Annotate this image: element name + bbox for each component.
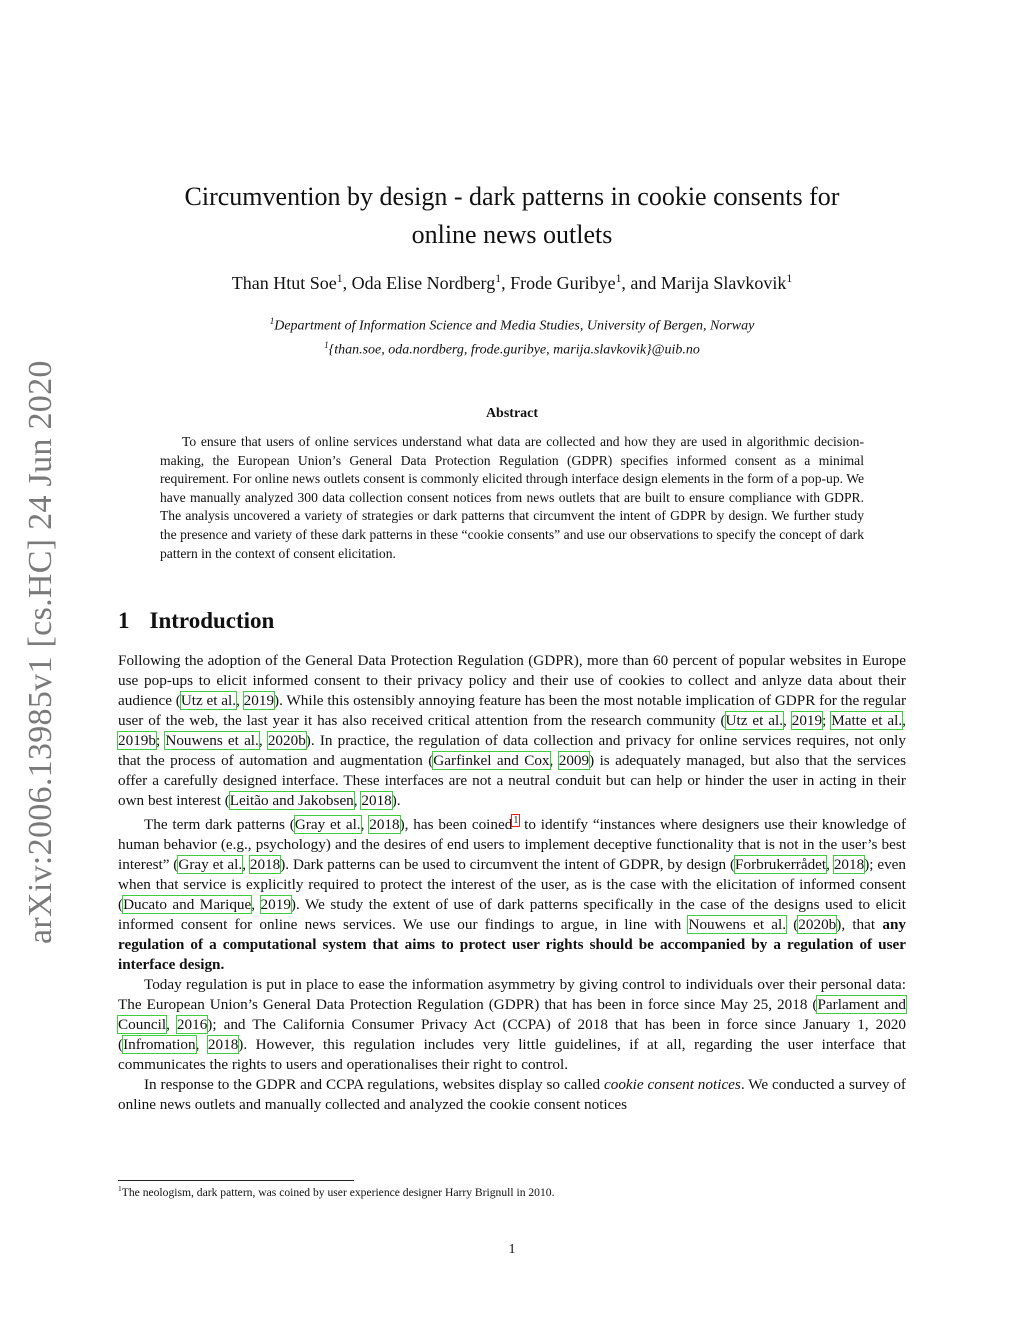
citation-link[interactable]: Gray et al. bbox=[294, 816, 361, 834]
author-affil-mark: 1 bbox=[495, 272, 502, 285]
text-run: In response to the GDPR and CCPA regulations, websites display so called bbox=[144, 1076, 604, 1094]
text-run: , bbox=[902, 712, 906, 729]
footnote-text: The neologism, dark pattern, was coined by user experience designer Harry Brignull in 2010. bbox=[121, 1185, 555, 1199]
author-affil-mark: 1 bbox=[336, 272, 343, 285]
citation-link[interactable]: Gray et al. bbox=[178, 856, 243, 874]
author-affil-mark: 1 bbox=[615, 272, 622, 285]
citation-link[interactable]: Nouwens et al. bbox=[165, 732, 259, 749]
text-run: ). We study the extent of use of dark patterns specifically in the case of the designs used to elicit informed consent for online news services. We use our findings to argue, in line with bbox=[118, 896, 906, 934]
text-run: ), has been coined bbox=[399, 816, 513, 834]
text-run: to identify “instances where designers use their knowledge of human behavior (e.g., psychology) and the desires of end users to implement deceptive functionality that is not in the user’s best interest” ( bbox=[118, 816, 906, 874]
text-run: ). Dark patterns can be used to circumvent the intent of GDPR, by design ( bbox=[280, 856, 736, 874]
text-run: , bbox=[549, 752, 559, 769]
citation-link[interactable]: 2019 bbox=[260, 896, 291, 914]
author-name: Than Htut Soe bbox=[231, 273, 337, 293]
author-separator: , and bbox=[621, 273, 661, 293]
author-name: Marija Slavkovik bbox=[660, 273, 787, 293]
abstract-heading: Abstract bbox=[485, 406, 539, 421]
citation-link[interactable]: Leitão and Jakobsen bbox=[229, 792, 354, 809]
text-run: , bbox=[242, 856, 250, 874]
text-run: ); even when that service is explicitly required to protect the interest of the user, as is the case with the elicitation of informed consent ( bbox=[118, 856, 907, 914]
text-run: , bbox=[353, 792, 362, 809]
affiliation-text: Department of Information Science and Media Studies, University of Bergen, Norway bbox=[274, 318, 755, 334]
citation-link[interactable]: Matte et al. bbox=[831, 712, 903, 729]
author-separator: , bbox=[501, 273, 511, 293]
email-affil-mark: 1 bbox=[324, 339, 329, 350]
citation-link[interactable]: 2009 bbox=[558, 752, 590, 769]
citation-link[interactable]: Infromation bbox=[123, 1036, 196, 1054]
text-run: ; bbox=[155, 732, 166, 749]
text-run: Today regulation is put in place to ease the information asymmetry by giving control to individuals over their personal data: The European Union’s General Data Protection Regulation (GDPR) that has been in force since May 25, 2018 ( bbox=[118, 976, 906, 1014]
text-run: , bbox=[258, 732, 268, 749]
text-run: ). However, this regulation includes very little guidelines, if at all, regarding the user interface that communicates the rights to users and operationalises their right to control. bbox=[118, 1036, 907, 1074]
text-run: , bbox=[166, 1016, 177, 1034]
paper-title bbox=[118, 178, 906, 254]
title-line-2: online news outlets bbox=[411, 220, 613, 249]
text-run: ) is adequately managed, but also that the services offer a carefully designed interface. These interfaces are not a neutral conduit but can help or hinder the user in acting in their own best interest ( bbox=[118, 752, 906, 809]
text-run: , bbox=[826, 856, 834, 874]
text-run: . We conducted a survey of online news outlets and manually collected and analyzed the cookie consent notices bbox=[118, 1076, 906, 1114]
text-run: , bbox=[251, 896, 261, 914]
text-run: ). bbox=[391, 792, 401, 809]
page-number: 1 bbox=[508, 1242, 516, 1257]
citation-link[interactable]: Utz et al. bbox=[725, 712, 784, 729]
text-run: ). In practice, the regulation of data collection and privacy for online services requires, not only that the process of automation and augmentation ( bbox=[118, 732, 906, 769]
citation-link[interactable]: 2019b bbox=[118, 732, 156, 749]
section-number: 1 bbox=[118, 608, 130, 633]
footnote bbox=[118, 1184, 906, 1199]
text-run: , bbox=[783, 712, 792, 729]
text-run: ), that bbox=[836, 916, 883, 934]
paragraph bbox=[118, 811, 906, 975]
citation-link[interactable]: Parlament and Council bbox=[118, 996, 906, 1034]
author-name: Oda Elise Nordberg bbox=[351, 273, 496, 293]
text-run: , bbox=[195, 1036, 208, 1054]
citation-link[interactable]: 2018 bbox=[207, 1036, 239, 1054]
citation-link[interactable]: 2018 bbox=[369, 816, 400, 834]
text-run: , bbox=[360, 816, 370, 834]
text-run: Following the adoption of the General Data Protection Regulation (GDPR), more than 60 percent of popular websites in Europe use pop-ups to elicit informed consent to their privacy policy and their use of cookies to collect and anlyze data about their audience ( bbox=[118, 652, 906, 709]
title-line-1: Circumvention by design - dark patterns in cookie consents for bbox=[184, 182, 840, 211]
body-text bbox=[118, 651, 906, 1115]
citation-link[interactable]: Nouwens et al. bbox=[688, 916, 787, 934]
citation-link[interactable]: 2016 bbox=[176, 1016, 208, 1034]
citation-link[interactable]: 2018 bbox=[361, 792, 392, 809]
text-run: ; bbox=[822, 712, 832, 729]
affiliation-line bbox=[118, 312, 906, 336]
author-separator: , bbox=[342, 273, 352, 293]
affiliation-block bbox=[118, 312, 906, 359]
section-heading bbox=[118, 608, 274, 634]
text-run: ( bbox=[786, 916, 799, 934]
section-title: Introduction bbox=[149, 608, 275, 633]
email-line bbox=[118, 336, 906, 360]
citation-link[interactable]: 2018 bbox=[249, 856, 281, 874]
abstract-text: To ensure that users of online services understand what data are collected and how they are used in algorithmic decision-making, the European Union’s General Data Protection Regulation (GDPR) specifies informed consent as a minimal requirement. For online news outlets consent is commonly elicited through interface design elements in the form of a pop-up. We have manually analyzed 300 data collection consent notices from news outlets that are built to ensure compliance with GDPR. The analysis uncovered a variety of strategies or dark patterns that circumvent the intent of GDPR by design. We further study the presence and variety of these dark patterns in these “cookie consents” and use our observations to specify the concept of dark pattern in the context of consent elicitation. bbox=[160, 434, 864, 561]
paragraph bbox=[118, 975, 906, 1075]
paragraph bbox=[118, 651, 906, 811]
bold-emphasis: any regulation of a computational system that aims to protect user rights should be accompanied by a regulation of user interface design. bbox=[118, 916, 906, 974]
paragraph bbox=[118, 1075, 906, 1115]
citation-link[interactable]: Garfinkel and Cox bbox=[433, 752, 550, 769]
citation-link[interactable]: 2018 bbox=[833, 856, 865, 874]
author-emails: {than.soe, oda.nordberg, frode.guribye, marija.slavkovik}@uib.no bbox=[328, 342, 700, 358]
author-name: Frode Guribye bbox=[510, 273, 616, 293]
citation-link[interactable]: 2020b bbox=[267, 732, 306, 749]
citation-link[interactable]: Utz et al. bbox=[180, 692, 237, 709]
citation-link[interactable]: 2019 bbox=[243, 692, 275, 709]
citation-link[interactable]: 2020b bbox=[798, 916, 837, 934]
footnote-divider bbox=[118, 1180, 354, 1181]
text-run: ); and The California Consumer Privacy Act (CCPA) of 2018 that has been in force since January 1, 2020 ( bbox=[118, 1016, 906, 1054]
citation-link[interactable]: Forbrukerrådet bbox=[735, 856, 827, 874]
citation-link[interactable]: 2019 bbox=[791, 712, 823, 729]
text-run: The term dark patterns ( bbox=[144, 816, 295, 834]
arxiv-identifier-stamp: arXiv:2006.13985v1 [cs.HC] 24 Jun 2020 bbox=[22, 360, 59, 944]
citation-link[interactable]: Ducato and Marique bbox=[123, 896, 252, 914]
affiliation-mark: 1 bbox=[269, 316, 275, 326]
italic-term: cookie consent notices bbox=[604, 1076, 741, 1094]
author-affil-mark: 1 bbox=[786, 272, 793, 285]
text-run: , bbox=[236, 692, 244, 709]
text-run: ). While this ostensibly annoying feature has been the most notable implication of GDPR for the regular user of the web, the last year it has also received critical attention from the research community ( bbox=[118, 692, 907, 729]
footnote-reference-link[interactable]: 1 bbox=[513, 815, 519, 826]
footnote-mark: 1 bbox=[118, 1184, 122, 1193]
author-list bbox=[118, 272, 906, 294]
